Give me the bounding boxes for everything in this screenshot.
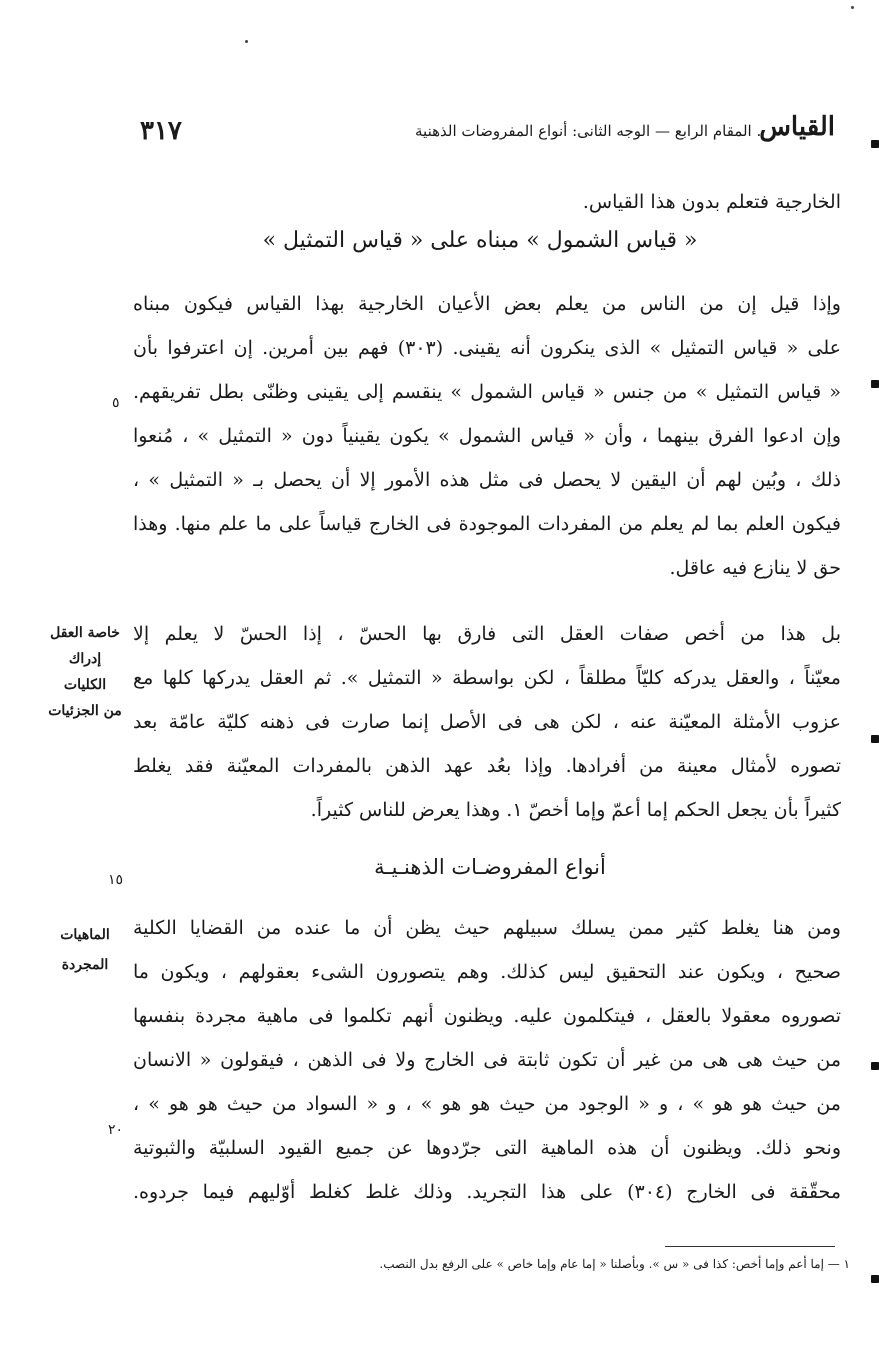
text-line: حق لا ينازع فيه عاقل. <box>669 557 841 579</box>
text-line: بل هذا من أخص صفات العقل التى فارق بها الحسّ ، إذا الحسّ لا يعلم إلا <box>133 623 841 645</box>
text-line: ومن هنا يغلط كثير ممن يسلك سبيلهم حيث يظن أن ما عنده من القضايا الكلية <box>133 917 841 939</box>
text-line: ذلك ، وبُين لهم أن اليقين لا يحصل فى مثل هذه الأمور إلا أن يحصل بـ « التمثيل » ، <box>133 469 841 491</box>
margin-note-line: الكليات <box>63 677 107 693</box>
scan-speck <box>851 6 854 9</box>
footnote: ١ — إما أعم وإما أخص: كذا فى « س ». وبأصلنا « إما عام وإما خاص » على الرفع بدل النصب. <box>379 1257 850 1271</box>
scan-mark <box>871 140 879 148</box>
line-number-15: ١٥ <box>108 872 124 888</box>
text-line: عزوب الأمثلة المعيّنة عنه ، لكن هى فى الأصل إنما صارت فى ذهنه كليّة عامّة بعد <box>133 711 841 733</box>
margin-note-line: خاصة العقل <box>50 625 120 641</box>
text-line: صحيح ، ويكون عند التحقيق ليس كذلك. وهم يتصورون الشىء بعقولهم ، ويكون ما <box>133 961 841 983</box>
footnote-divider <box>665 1246 835 1247</box>
text-line: وإن ادعوا الفرق بينهما ، وأن « قياس الشمول » يكون يقينياً دون « التمثيل » ، مُنعوا <box>133 425 841 447</box>
margin-note-line: إدراك <box>68 651 102 667</box>
page-header <box>130 112 835 152</box>
text-line: معيّناً ، والعقل يدركه كليّاً مطلقاً ، لكن بواسطة « التمثيل ». ثم العقل يدركها كلها مع <box>133 667 841 689</box>
scan-speck <box>245 40 248 43</box>
text-line: تصوره لأمثال معينة من أفرادها. وإذا بعُد عهد الذهن بالمفردات المعيّنة فقد يغلط <box>133 755 841 777</box>
paragraph-3 <box>133 612 841 832</box>
margin-note-line: الماهيات <box>60 927 110 943</box>
text-line: كثيراً بأن يجعل الحكم إما أعمّ وإما أخصّ ١. وهذا يعرض للناس كثيراً. <box>310 799 841 821</box>
margin-note-line: المجردة <box>61 957 109 973</box>
page-number: ٣١٧ <box>140 116 182 146</box>
margin-note-1 <box>40 620 130 724</box>
paragraph-4 <box>133 906 841 1214</box>
heading-2: أنواع المفروضـات الذهنـيـة <box>374 855 606 879</box>
line-number-5: ٥ <box>112 395 120 411</box>
text-line: وإذا قيل إن من الناس من يعلم بعض الأعيان الخارجية بهذا القياس فيكون مبناه <box>133 293 841 315</box>
scan-mark <box>871 1275 879 1283</box>
text-line: تصوروه معقولا بالعقل ، فيتكلمون عليه. ويظنون أنهم تكلموا فى ماهية مجردة بنفسها <box>133 1005 841 1027</box>
text-line: « قياس التمثيل » من جنس « قياس الشمول » ينقسم إلى يقينى وظنّى بطل تفريقهم. <box>133 381 841 403</box>
text-line: محقّقة فى الخارج (٣٠٤) على هذا التجريد. وذلك غلط كغلط أوّليهم فيما جردوه. <box>133 1181 841 1203</box>
heading-1: « قياس الشمول » مبناه على « قياس التمثيل » <box>262 228 698 253</box>
paragraph-2 <box>133 282 841 590</box>
section-title: القياس <box>759 112 835 142</box>
line-number-20: ٢٠ <box>108 1122 124 1138</box>
scan-mark <box>871 735 879 743</box>
scan-mark <box>871 1062 879 1070</box>
text-line: من حيث هو هو » ، و « الوجود من حيث هو هو » ، و « السواد من حيث هو هو » ، <box>133 1093 841 1115</box>
text-line: الخارجية فتعلم بدون هذا القياس. <box>582 191 841 213</box>
margin-note-2 <box>40 920 130 980</box>
paragraph-1 <box>133 180 841 224</box>
text-line: على « قياس التمثيل » الذى ينكرون أنه يقينى. (٣٠٣) فهم بين أمرين. إن اعترفوا بأن <box>133 337 841 359</box>
text-line: فيكون العلم بما لم يعلم من المفردات الموجودة فى الخارج قياساً على ما علم منها. وهذا <box>133 513 841 535</box>
text-line: من حيث هى هى من غير أن تكون ثابتة فى الخارج ولا فى الذهن ، فيقولون « الانسان <box>133 1049 841 1071</box>
margin-note-line: من الجزئيات <box>48 703 122 719</box>
scan-mark <box>871 380 879 388</box>
text-line: ونحو ذلك. ويظنون أن هذه الماهية التى جرّدوها عن جميع القيود السلبيّة والثبوتية <box>133 1137 841 1159</box>
running-head: . المقام الرابع — الوجه الثانى: أنواع المفروضات الذهنية <box>415 122 762 140</box>
